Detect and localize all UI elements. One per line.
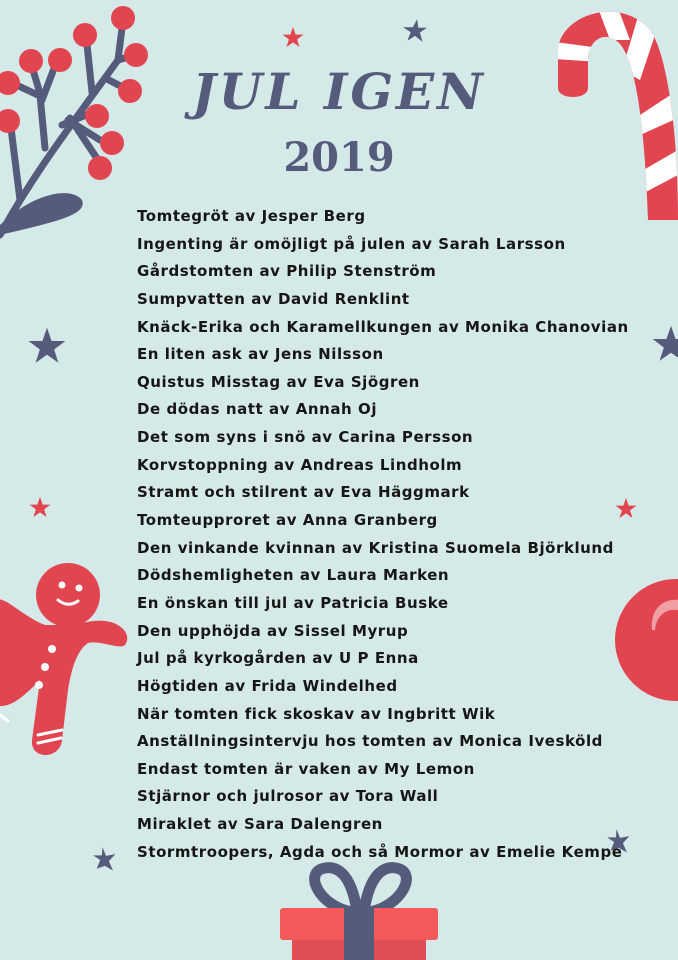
list-item: Miraklet av Sara Dalengren [137,815,383,834]
list-item: Högtiden av Frida Windelhed [137,676,398,695]
list-item: De dödas natt av Annah Oj [137,400,378,419]
story-list [137,205,629,868]
list-item: Stjärnor och julrosor av Tora Wall [137,787,439,806]
list-item: Knäck-Erika och Karamellkungen av Monika Chanovian [137,317,629,336]
list-item: Korvstoppning av Andreas Lindholm [137,455,463,474]
list-item: En liten ask av Jens Nilsson [137,345,384,364]
list-item: Sumpvatten av David Renklint [137,289,410,308]
berry-branch-icon [0,0,160,250]
list-item: Den vinkande kvinnan av Kristina Suomela Björklund [137,538,614,557]
gingerbread-man-icon [0,555,135,765]
star-icon [26,326,68,368]
star-icon [402,18,428,44]
list-item: Stormtroopers, Agda och så Mormor av Emelie Kempe [137,842,623,861]
list-item: Anställningsintervju hos tomten av Monica Ivesköld [137,732,603,751]
list-item: Dödshemligheten av Laura Marken [137,566,450,585]
gift-box-icon [280,862,438,960]
list-item: Det som syns i snö av Carina Persson [137,428,474,447]
list-item: En önskan till jul av Patricia Buske [137,593,449,612]
poster-title: JUL IGEN [192,62,486,121]
list-item: Tomteupproret av Anna Granberg [137,511,438,530]
star-icon [28,496,52,520]
list-item: Gårdstomten av Philip Stenström [137,262,437,281]
list-item: Tomtegröt av Jesper Berg [137,207,366,225]
list-item: Endast tomten är vaken av My Lemon [137,759,475,778]
star-icon [650,324,678,366]
list-item: När tomten fick skoskav av Ingbritt Wik [137,704,496,723]
list-item: Ingenting är omöjligt på julen av Sarah Larsson [137,234,566,253]
star-icon [92,846,120,874]
list-item: Quistus Misstag av Eva Sjögren [137,372,420,391]
list-item: Jul på kyrkogården av U P Enna [137,649,419,668]
list-item: Den upphöjda av Sissel Myrup [137,621,409,640]
star-icon [281,26,305,50]
list-item: Stramt och stilrent av Eva Häggmark [137,483,470,502]
poster-year: 2019 [283,134,395,181]
